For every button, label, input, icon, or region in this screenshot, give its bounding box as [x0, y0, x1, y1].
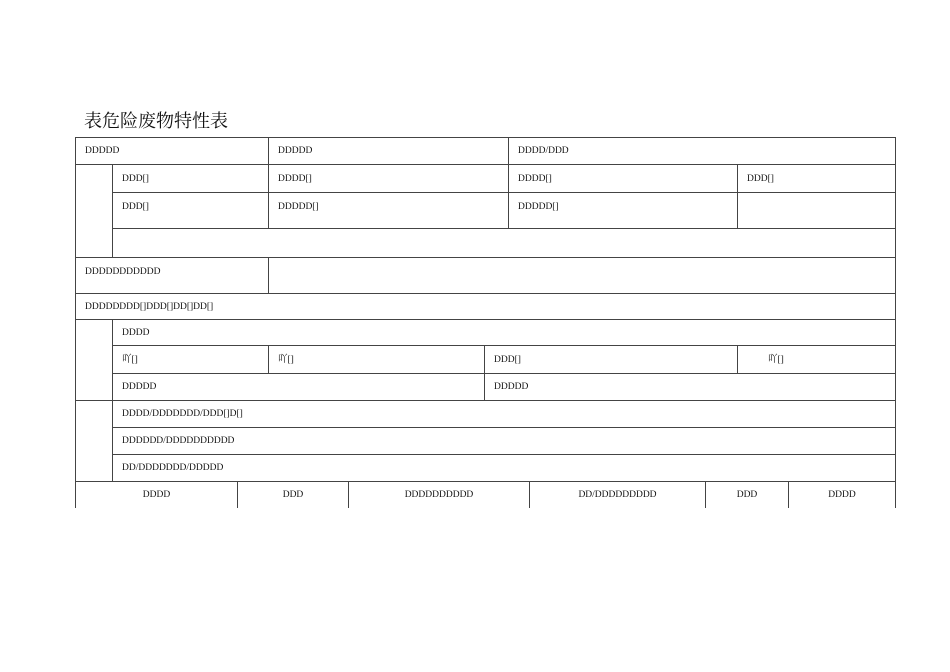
table-cell-r5-value [268, 257, 896, 294]
table-cell-r1-b: DDDDD [268, 137, 509, 165]
table-cell-r2-c: DDDD[] [508, 164, 738, 193]
table-cell-r2-d: DDD[] [737, 164, 896, 193]
table-cell-r3-c: DDDDD[] [508, 192, 738, 229]
table-cell-r8-b: 吖[] [268, 345, 485, 374]
table-cell-r8-a: 吖[] [112, 345, 269, 374]
table-cell-r12-label: DD/DDDDDDD/DDDDD [112, 454, 896, 482]
table-cell-r8-c: DDD[] [484, 345, 738, 374]
table-footer-cell-6: DDDD [788, 481, 896, 508]
table-cell-r3-b: DDDDD[] [268, 192, 509, 229]
table-cell-left-group-2 [75, 319, 113, 401]
table-cell-r6-label: DDDDDDDD[]DDD[]DD[]DD[] [75, 293, 896, 320]
table-cell-r2-a: DDD[] [112, 164, 269, 193]
table-footer-cell-2: DDD [237, 481, 349, 508]
table-footer-cell-4: DD/DDDDDDDDD [529, 481, 706, 508]
table-cell-r11-label: DDDDDD/DDDDDDDDDD [112, 427, 896, 455]
table-cell-left-group-3 [75, 400, 113, 482]
table-cell-r10-label: DDDD/DDDDDDD/DDD[]D[] [112, 400, 896, 428]
table-cell-r8-d: 吖[] [737, 345, 896, 374]
table-footer-cell-1: DDDD [75, 481, 238, 508]
table-cell-r1-a: DDDDD [75, 137, 269, 165]
table-cell-r9-b: DDDDD [484, 373, 896, 401]
table-cell-r1-c: DDDD/DDD [508, 137, 896, 165]
table-cell-r5-label: DDDDDDDDDDD [75, 257, 269, 294]
table-footer-cell-5: DDD [705, 481, 789, 508]
table-cell-r9-a: DDDDD [112, 373, 485, 401]
page-title: 表危险废物特性表 [84, 111, 228, 132]
table-cell-r2-b: DDDD[] [268, 164, 509, 193]
table-cell-r3-a: DDD[] [112, 192, 269, 229]
table-cell-r7-label: DDDD [112, 319, 896, 346]
table-cell-r4-a [112, 228, 896, 258]
table-cell-r3-d [737, 192, 896, 229]
table-cell-left-group-1 [75, 164, 113, 258]
table-footer-cell-3: DDDDDDDDDD [348, 481, 530, 508]
